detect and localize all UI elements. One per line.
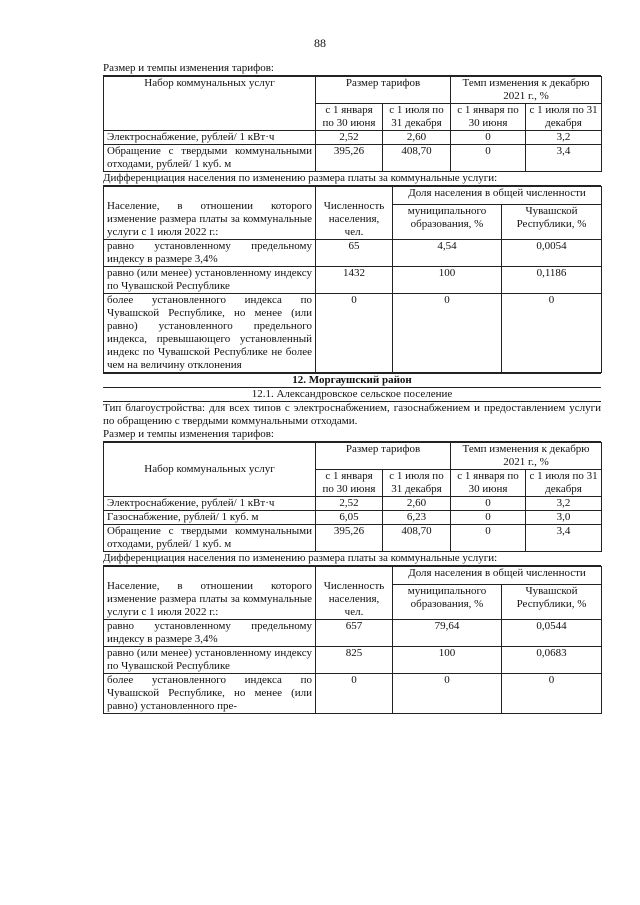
tariff-header-row	[104, 77, 602, 104]
value-cell: 0	[316, 294, 393, 373]
diff-header-row	[104, 187, 602, 205]
col-rate-header: Темп изменения к декабрю 2021 г., %	[451, 443, 602, 470]
value-cell: 395,26	[316, 525, 383, 552]
value-cell: 0	[451, 131, 526, 145]
value-cell: 2,52	[316, 131, 383, 145]
tariff-caption-1: Размер и темпы изменения тарифов:	[103, 62, 601, 76]
pop-name: более установленного индекса по Чувашской Республике, но менее (или равно) установленного предельного индекса, превышающего установленный индекс по Чувашской Республике не более чем на величину отклонения	[104, 294, 316, 373]
sub-jan-header: с 1 января по 30 июня	[451, 104, 526, 131]
value-cell: 2,52	[316, 497, 383, 511]
table-row	[104, 674, 602, 714]
value-cell: 0	[451, 497, 526, 511]
value-cell: 3,0	[526, 511, 602, 525]
value-cell: 0,1186	[502, 267, 602, 294]
value-cell: 3,2	[526, 497, 602, 511]
value-cell: 6,23	[383, 511, 451, 525]
value-cell: 0	[451, 511, 526, 525]
value-cell: 3,4	[526, 525, 602, 552]
value-cell: 0,0544	[502, 620, 602, 647]
service-name: Электроснабжение, рублей/ 1 кВт·ч	[104, 131, 316, 145]
sub-jan-header: с 1 января по 30 июня	[451, 470, 526, 497]
value-cell: 100	[393, 647, 502, 674]
col-share-header: Доля населения в общей численности	[393, 187, 602, 205]
value-cell: 408,70	[383, 145, 451, 172]
tariff-caption-2: Размер и темпы изменения тарифов:	[103, 428, 601, 442]
col-rate-header: Темп изменения к декабрю 2021 г., %	[451, 77, 602, 104]
table-row	[104, 647, 602, 674]
pop-name: равно установленному предельному индексу в размере 3,4%	[104, 240, 316, 267]
value-cell: 657	[316, 620, 393, 647]
diff-caption-2: Дифференциация населения по изменению размера платы за коммунальные услуги:	[103, 552, 601, 566]
table-row	[104, 620, 602, 647]
col-pop-header: Население, в отношении которого изменение размера платы за коммунальные услуги с 1 июля 2022 г.:	[104, 187, 316, 240]
table-row	[104, 497, 602, 511]
value-cell: 0	[451, 525, 526, 552]
service-name: Газоснабжение, рублей/ 1 куб. м	[104, 511, 316, 525]
value-cell: 825	[316, 647, 393, 674]
table-row	[104, 525, 602, 552]
col-mun-header: муниципального образования, %	[393, 205, 502, 240]
value-cell: 395,26	[316, 145, 383, 172]
service-name: Обращение с твердыми коммунальными отходами, рублей/ 1 куб. м	[104, 145, 316, 172]
value-cell: 0	[451, 145, 526, 172]
value-cell: 0	[393, 674, 502, 714]
value-cell: 0	[502, 674, 602, 714]
value-cell: 408,70	[383, 525, 451, 552]
sub-jul-header: с 1 июля по 31 декабря	[526, 104, 602, 131]
tariff-table-1	[103, 76, 602, 172]
col-mun-header: муниципального образования, %	[393, 585, 502, 620]
value-cell: 3,2	[526, 131, 602, 145]
value-cell: 0	[502, 294, 602, 373]
table-row	[104, 240, 602, 267]
document-content	[103, 62, 601, 714]
table-row	[104, 145, 602, 172]
col-count-header: Численность населения, чел.	[316, 187, 393, 240]
value-cell: 79,64	[393, 620, 502, 647]
value-cell: 1432	[316, 267, 393, 294]
pop-name: более установленного индекса по Чувашской Республике, но менее (или равно) установленного пре-	[104, 674, 316, 714]
service-name: Обращение с твердыми коммунальными отходами, рублей/ 1 куб. м	[104, 525, 316, 552]
value-cell: 4,54	[393, 240, 502, 267]
service-name: Электроснабжение, рублей/ 1 кВт·ч	[104, 497, 316, 511]
value-cell: 3,4	[526, 145, 602, 172]
sub-jul-header: с 1 июля по 31 декабря	[383, 104, 451, 131]
col-share-header: Доля населения в общей численности	[393, 567, 602, 585]
col-count-header: Численность населения, чел.	[316, 567, 393, 620]
diff-table-1	[103, 186, 602, 373]
description-paragraph: Тип благоустройства: для всех типов с электроснабжением, газоснабжением и предоставлением услуги по обращению с твердыми коммунальными отходами.	[103, 402, 601, 427]
col-service-header: Набор коммунальных услуг	[104, 443, 316, 497]
table-row	[104, 131, 602, 145]
col-pop-header: Население, в отношении которого изменение размера платы за коммунальные услуги с 1 июля 2022 г.:	[104, 567, 316, 620]
sub-jul-header: с 1 июля по 31 декабря	[526, 470, 602, 497]
sub-jan-header: с 1 января по 30 июня	[316, 470, 383, 497]
pop-name: равно (или менее) установленному индексу по Чувашской Республике	[104, 267, 316, 294]
pop-name: равно (или менее) установленному индексу по Чувашской Республике	[104, 647, 316, 674]
table-row	[104, 511, 602, 525]
col-size-header: Размер тарифов	[316, 443, 451, 470]
value-cell: 0	[316, 674, 393, 714]
col-size-header: Размер тарифов	[316, 77, 451, 104]
sub-jan-header: с 1 января по 30 июня	[316, 104, 383, 131]
value-cell: 0,0054	[502, 240, 602, 267]
pop-name: равно установленному предельному индексу в размере 3,4%	[104, 620, 316, 647]
tariff-table-2	[103, 442, 602, 552]
table-row	[104, 267, 602, 294]
sub-jul-header: с 1 июля по 31 декабря	[383, 470, 451, 497]
diff-caption-1: Дифференциация населения по изменению размера платы за коммунальные услуги:	[103, 172, 601, 186]
tariff-header-row	[104, 443, 602, 470]
subsection-title: 12.1. Александровское сельское поселение	[103, 388, 601, 402]
col-service-header: Набор коммунальных услуг	[104, 77, 316, 131]
value-cell: 0,0683	[502, 647, 602, 674]
value-cell: 6,05	[316, 511, 383, 525]
value-cell: 100	[393, 267, 502, 294]
diff-header-row	[104, 567, 602, 585]
value-cell: 65	[316, 240, 393, 267]
value-cell: 0	[393, 294, 502, 373]
value-cell: 2,60	[383, 131, 451, 145]
value-cell: 2,60	[383, 497, 451, 511]
diff-table-2	[103, 566, 602, 714]
table-row	[104, 294, 602, 373]
page-number: 88	[314, 36, 326, 50]
section-title: 12. Моргаушский район	[103, 373, 601, 388]
col-chuv-header: Чувашской Республики, %	[502, 205, 602, 240]
col-chuv-header: Чувашской Республики, %	[502, 585, 602, 620]
